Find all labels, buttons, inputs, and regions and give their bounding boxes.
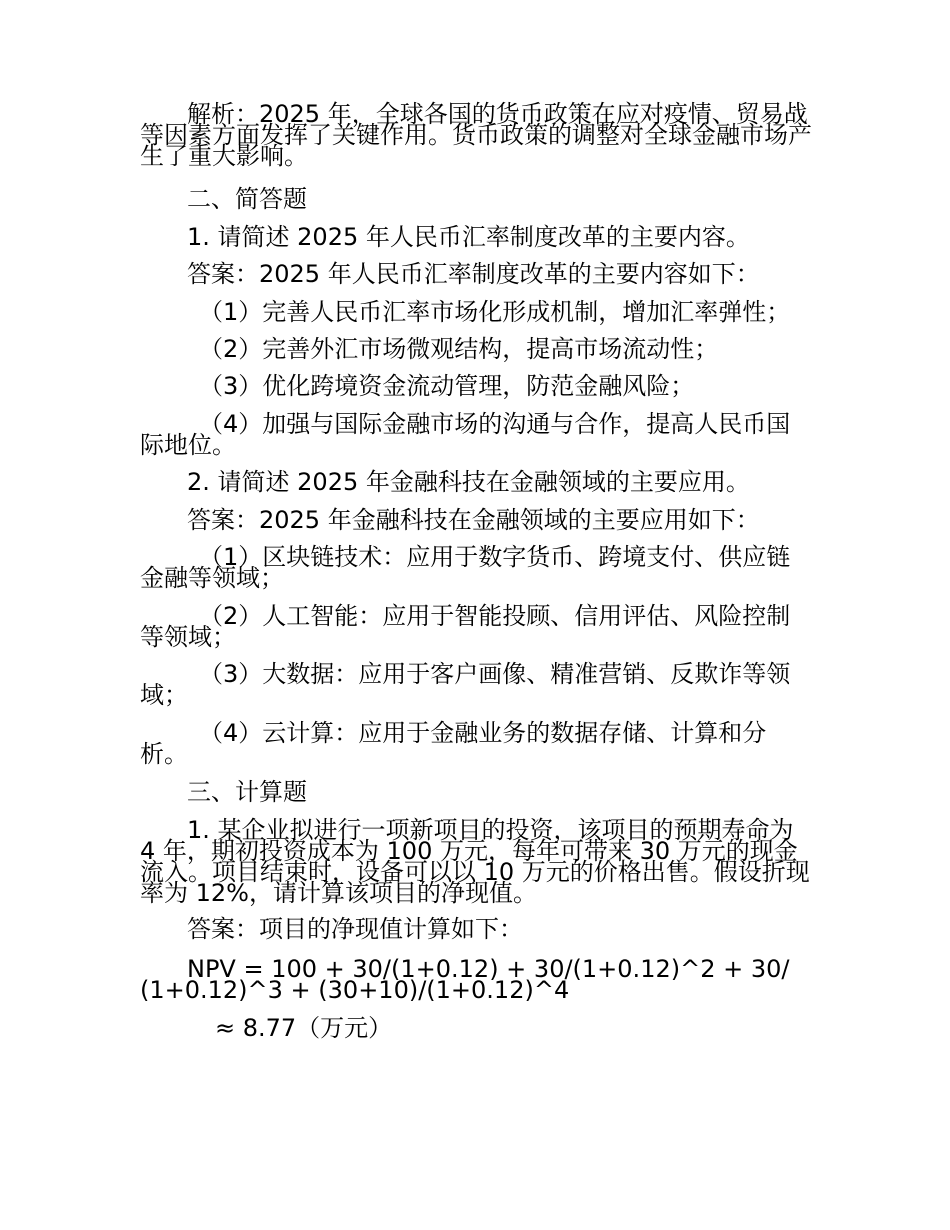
- question-1: 1. 请简述 2025 年人民币汇率制度改革的主要内容。: [187, 223, 750, 251]
- section-heading-calculation: 三、计算题: [187, 778, 307, 806]
- answer-1-item-3: （3）优化跨境资金流动管理，防范金融风险；: [199, 372, 695, 400]
- answer-2-item-2: （2）人工智能：应用于智能投顾、信用评估、风险控制等领域；: [140, 602, 791, 651]
- question-2: 2. 请简述 2025 年金融科技在金融领域的主要应用。: [187, 468, 750, 496]
- npv-formula: NPV = 100 + 30/(1+0.12) + 30/(1+0.12)^2 + 30/(1+0.12)^3 + (30+10)/(1+0.12)^4: [140, 955, 790, 1004]
- section-heading-short-answer: 二、简答题: [187, 185, 307, 213]
- analysis-paragraph: 解析：2025 年，全球各国的货币政策在应对疫情、贸易战等因素方面发挥了关键作用。货币政策的调整对全球金融市场产生了重大影响。: [140, 100, 812, 170]
- answer-2-intro: 答案：2025 年金融科技在金融领域的主要应用如下：: [187, 506, 760, 534]
- answer-2-item-1: （1）区块链技术：应用于数字货币、跨境支付、供应链金融等领域；: [140, 543, 791, 592]
- answer-1-item-2: （2）完善外汇市场微观结构，提高市场流动性；: [199, 335, 719, 363]
- answer-1-intro: 答案：2025 年人民币汇率制度改革的主要内容如下：: [187, 260, 760, 288]
- npv-result: ≈ 8.77（万元）: [215, 1014, 393, 1042]
- answer-2-item-4: （4）云计算：应用于金融业务的数据存储、计算和分析。: [140, 719, 767, 768]
- answer-1-item-1: （1）完善人民币汇率市场化形成机制，增加汇率弹性；: [199, 298, 791, 326]
- calculation-answer-intro: 答案：项目的净现值计算如下：: [187, 915, 523, 943]
- answer-1-item-4: （4）加强与国际金融市场的沟通与合作，提高人民币国际地位。: [140, 410, 791, 459]
- calculation-question: 1. 某企业拟进行一项新项目的投资，该项目的预期寿命为 4 年，期初投资成本为 100 万元，每年可带来 30 万元的现金流入。项目结束时，设备可以以 10 万元的价格出售。假设折现率为 12%，请计算该项目的净现值。: [140, 816, 810, 907]
- answer-2-item-3: （3）大数据：应用于客户画像、精准营销、反欺诈等领域；: [140, 660, 791, 709]
